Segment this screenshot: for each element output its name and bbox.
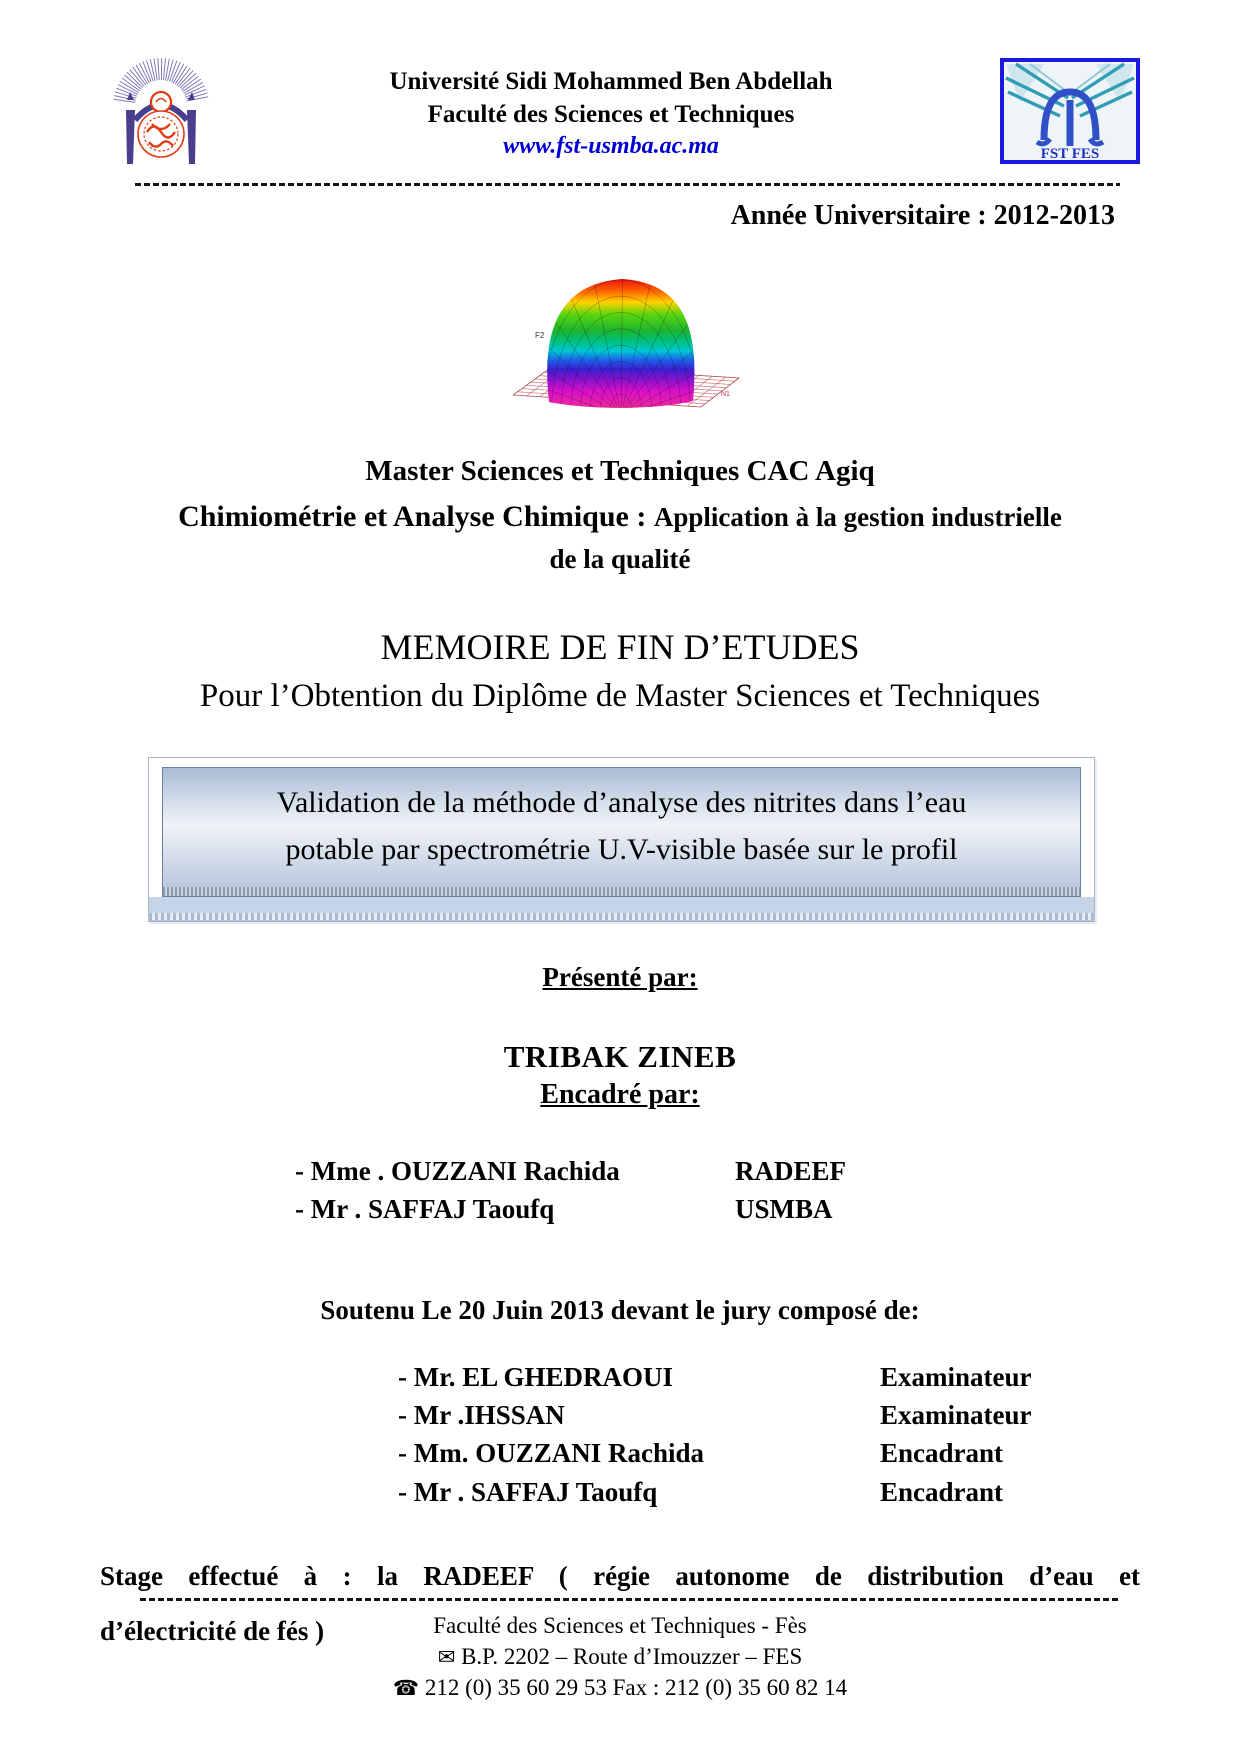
supervisor-org: USMBA	[735, 1193, 833, 1224]
surface-plot	[495, 244, 745, 418]
university-logo-graphic	[100, 52, 222, 168]
supervisor-org: RADEEF	[735, 1156, 847, 1187]
jury-name: - Mr. EL GHEDRAOUI	[398, 1361, 674, 1392]
program-title-block	[100, 450, 1140, 579]
thesis-title-box	[148, 757, 1095, 922]
program-title-line2-rest: Application à la gestion industrielle	[653, 501, 1062, 532]
thesis-title-line2: potable par spectrométrie U.V-visible basée sur le profil	[285, 832, 958, 866]
student-name: TRIBAK ZINEB	[503, 1039, 737, 1075]
fst-logo	[1000, 52, 1140, 169]
figure-z-label: F2	[535, 331, 545, 340]
jury-role: Examinateur	[880, 1399, 1032, 1430]
presented-by-label: Présenté par:	[542, 962, 698, 993]
fst-logo-text: FST FES	[1040, 146, 1100, 162]
jury-name: - Mr .IHSSAN	[398, 1399, 565, 1430]
supervisor-row	[295, 1191, 1140, 1229]
figure-x-label: N1	[721, 391, 730, 398]
program-title-line2	[100, 494, 1140, 539]
thesis-title-inner-box	[162, 767, 1081, 887]
program-title-line2-strong: Chimiométrie et Analyse Chimique :	[178, 499, 654, 533]
memoire-block	[100, 621, 1140, 721]
program-title-line1: Master Sciences et Techniques CAC Agiq	[365, 455, 875, 487]
thesis-title-line1: Validation de la méthode d’analyse des nitrites dans l’eau	[276, 786, 967, 820]
header-website-link[interactable]: www.fst-usmba.ac.ma	[503, 133, 719, 159]
jury-role: Encadrant	[880, 1476, 1004, 1507]
footer	[100, 1598, 1140, 1703]
footer-address: ✉ B.P. 2202 – Route d’Imouzzer – FES	[437, 1644, 803, 1670]
supervisor-name: - Mr . SAFFAJ Taoufq	[295, 1193, 555, 1224]
jury-role: Encadrant	[880, 1438, 1004, 1469]
jury-name: - Mm. OUZZANI Rachida	[398, 1438, 705, 1469]
header	[100, 52, 1140, 173]
footer-faculty: Faculté des Sciences et Techniques - Fès	[433, 1613, 807, 1638]
defense-intro: Soutenu Le 20 Juin 2013 devant le jury composé de:	[320, 1294, 920, 1325]
academic-year: Année Universitaire : 2012-2013	[730, 200, 1115, 231]
supervisors-list	[295, 1153, 1140, 1229]
jury-row	[398, 1473, 1140, 1511]
program-title-line3: de la qualité	[549, 543, 691, 574]
jury-name: - Mr . SAFFAJ Taoufq	[398, 1476, 658, 1507]
surface-plot-figure	[100, 244, 1140, 420]
fst-logo-graphic	[1000, 58, 1140, 164]
phone-icon: ☎	[392, 1676, 420, 1701]
university-logo	[100, 52, 222, 173]
memoire-title: MEMOIRE DE FIN D’ETUDES	[380, 627, 860, 667]
thesis-title-box-band	[149, 897, 1094, 913]
jury-row	[398, 1396, 1140, 1434]
footer-separator-line	[140, 1598, 1120, 1601]
header-faculty: Faculté des Sciences et Techniques	[427, 100, 795, 128]
jury-list	[398, 1358, 1140, 1511]
supervised-by-label: Encadré par:	[540, 1079, 700, 1111]
jury-row	[398, 1358, 1140, 1396]
header-separator-line	[135, 183, 1120, 186]
thesis-title-box-shadow-bar	[162, 887, 1081, 897]
header-university: Université Sidi Mohammed Ben Abdellah	[389, 68, 833, 95]
supervisor-name: - Mme . OUZZANI Rachida	[295, 1156, 620, 1187]
thesis-title-box-dotted-edge	[148, 913, 1095, 921]
jury-role: Examinateur	[880, 1361, 1032, 1392]
jury-row	[398, 1434, 1140, 1472]
footer-phone: ☎ 212 (0) 35 60 29 53 Fax : 212 (0) 35 60 82 14	[392, 1675, 848, 1701]
internship-line2: d’électricité de fés )	[100, 1615, 325, 1646]
supervisor-row	[295, 1153, 1140, 1191]
mail-icon: ✉	[437, 1645, 456, 1670]
header-text-block	[222, 52, 1000, 162]
memoire-subtitle: Pour l’Obtention du Diplôme de Master Sciences et Techniques	[199, 678, 1041, 715]
internship-line1: Stage effectué à : la RADEEF ( régie autonome de distribution d’eau et	[100, 1560, 1140, 1591]
